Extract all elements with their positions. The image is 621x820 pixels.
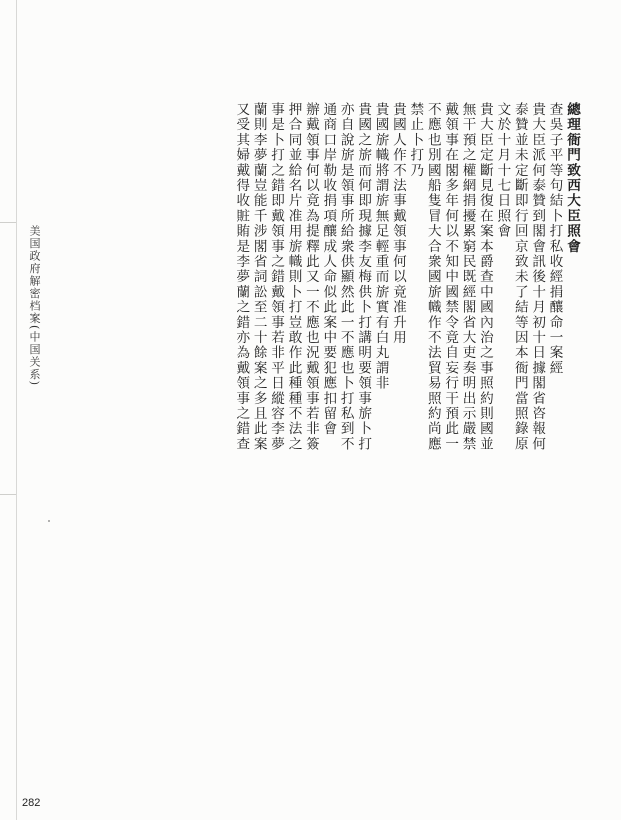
letter-column-15: 辦戴領事何以竟為提釋此又一不應也況戴領事若非簽	[302, 102, 319, 452]
left-margin-rule	[16, 0, 17, 820]
running-title: 美国政府解密档案(中国关系)	[28, 225, 41, 387]
letter-column-3: 泰贊並未定斷即行回京致未了結等因本衙門當照錄原	[511, 102, 528, 452]
letter-column-5: 貴大臣定斷見復在案本爵查中國內治之事照約則國並	[476, 102, 493, 452]
letter-column-10: 貴國人作不法事戴領事何以竟准升用	[389, 102, 406, 346]
letter-column-7: 戴領事在閣多年何以不知中國禁令竟自妄行干預此一	[442, 102, 459, 452]
letter-column-6: 無干預之權網捐擾累窮民既經閣省大吏奏明出示嚴禁	[459, 102, 476, 452]
letter-column-9: 禁止卜打乃	[407, 102, 424, 178]
letter-column-4: 文於十月十七日照會	[494, 102, 511, 239]
letter-title: 總理衙門致西大臣照會	[564, 102, 580, 254]
letter-column-12: 貴國之旂而何即現據李友梅供卜打講明要領事旂卜打	[355, 102, 372, 452]
letter-column-11: 貴國旂幟將謂旂無足輕重而旂實有白丸謂非	[372, 102, 389, 391]
page-number: 282	[22, 797, 41, 809]
letter-column-1: 查吳子平等句結卜打私收經捐釀命一案經	[546, 102, 563, 376]
letter-column-8: 不應也別國船隻冒大合衆國旂幟作不法貿易照約尚應	[424, 102, 441, 452]
letter-column-16: 押合同並給名片准用旂幟則卜打豈敢作此種種不法之	[285, 102, 302, 452]
margin-tick-bottom	[0, 494, 16, 495]
handwritten-letter	[100, 102, 580, 482]
letter-column-2: 貴大臣派何泰贊到閣會訊後十月初十日據閣省咨報何	[529, 102, 546, 452]
margin-tick-top	[0, 222, 16, 223]
letter-column-19: 又受其婦戴得收賍賄是李夢蘭之錯亦為戴領事之錯查	[233, 102, 250, 452]
letter-column-18: 蘭則李夢蘭豈能千涉閣省詞訟至二十餘案之多且此案	[250, 102, 267, 452]
letter-column-13: 亦自說旂是領事所給衆供顯然此一不應也卜打私到不	[337, 102, 354, 452]
letter-column-14: 通商口岸勒收捐項釀成人命似此案中要犯應扣留會	[320, 102, 337, 437]
paper-speck	[48, 520, 50, 522]
letter-column-17: 事是卜打之錯即戴領事之錯戴領事若非平日縱容李夢	[268, 102, 285, 452]
